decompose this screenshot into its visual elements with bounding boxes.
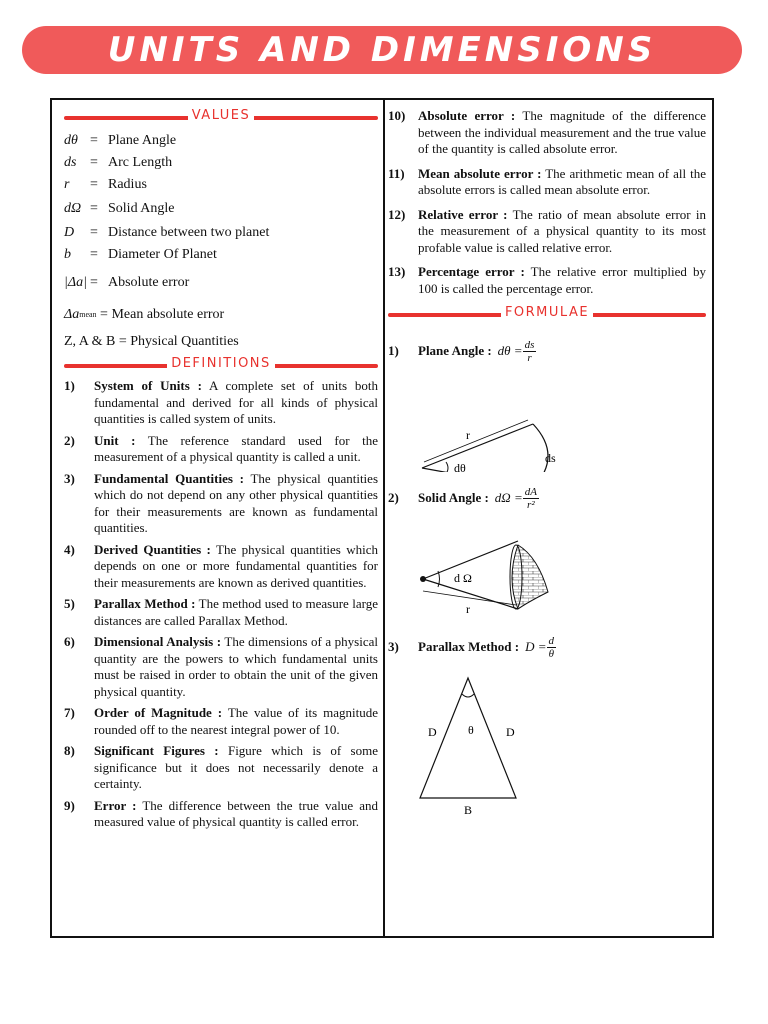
formula-fraction xyxy=(547,635,557,660)
definition-text: The ratio of mean absolute error in the measurement of a physical quantity to its most profable value is called relative error. xyxy=(418,206,706,255)
parallax-label-angle: θ xyxy=(468,723,474,737)
solid-label-angle: d Ω xyxy=(454,571,472,585)
title-banner xyxy=(22,26,742,74)
parallax-label-base: B xyxy=(464,803,473,817)
plane-angle-arc xyxy=(446,462,448,472)
definition-term: Relative error : xyxy=(418,206,508,222)
value-symbol: r xyxy=(64,176,70,192)
value-eq: = xyxy=(90,274,98,290)
mean-error-symbol: Δa xyxy=(64,306,80,322)
value-eq: = xyxy=(90,132,98,148)
definition-term: Error : xyxy=(94,797,137,813)
parallax-label-left: D xyxy=(428,725,437,739)
formula-denominator: r xyxy=(527,352,532,364)
parallax-label-right: D xyxy=(506,725,515,739)
definition-item xyxy=(64,596,378,629)
definition-num: 9) xyxy=(64,797,75,813)
value-text: Radius xyxy=(108,176,147,192)
left-column xyxy=(64,108,378,836)
definition-num: 3) xyxy=(64,470,75,486)
formula-numerator: d xyxy=(548,635,555,647)
value-row xyxy=(64,244,378,266)
values-header xyxy=(64,108,378,128)
value-symbol: ds xyxy=(64,154,77,170)
definition-item xyxy=(64,542,378,592)
definition-item xyxy=(388,108,706,158)
value-text: Absolute error xyxy=(108,274,190,290)
formula-name: Solid Angle : xyxy=(418,490,489,506)
formula-lhs: dΩ = xyxy=(494,490,523,506)
definition-num: 6) xyxy=(64,634,75,649)
value-eq: = xyxy=(90,224,98,240)
definition-num: 1) xyxy=(64,378,75,393)
definition-term: Dimensional Analysis : xyxy=(94,634,222,649)
plane-angle-diagram xyxy=(388,372,706,472)
formula-fraction xyxy=(523,339,537,364)
value-symbol: dΩ xyxy=(64,200,82,216)
formula-fraction xyxy=(523,486,539,511)
value-text: Solid Angle xyxy=(108,200,175,216)
plane-radius-top xyxy=(422,424,533,468)
plane-label-r: r xyxy=(466,428,470,442)
definition-text: The arithmetic mean of all the absolute errors is called mean absolute error. xyxy=(418,165,707,197)
definition-text: The physical quantities which do not depend on any other physical quantities for their measurements are known as fundamental quantities. xyxy=(94,470,378,535)
definition-term: Significant Figures : xyxy=(94,743,219,758)
definition-text: The relative error multiplied by 100 is called the percentage error. xyxy=(418,264,707,296)
definition-item xyxy=(64,433,378,466)
value-symbol: dθ xyxy=(64,132,78,148)
value-row xyxy=(64,130,378,152)
value-row xyxy=(64,152,378,174)
formulae-header xyxy=(388,305,706,325)
formula-denominator: r² xyxy=(527,499,535,511)
physical-quantities-row xyxy=(64,330,378,354)
value-symbol: D xyxy=(64,224,75,240)
definition-item xyxy=(64,798,378,831)
value-text: Distance between two planet xyxy=(108,224,270,240)
value-text: Arc Length xyxy=(108,154,173,170)
value-row xyxy=(64,266,378,300)
value-text: Plane Angle xyxy=(108,132,177,148)
definition-item xyxy=(64,634,378,700)
mean-error-text: = Mean absolute error xyxy=(100,306,225,322)
formula-num: 2) xyxy=(388,490,399,506)
formula-name: Plane Angle : xyxy=(418,343,492,359)
formula-numerator: dA xyxy=(524,486,537,498)
definition-term: Fundamental Quantities : xyxy=(94,470,244,486)
value-eq: = xyxy=(90,154,98,170)
definition-item xyxy=(64,743,378,793)
formula-lhs: dθ = xyxy=(497,343,523,359)
formula-lhs: D = xyxy=(525,639,547,655)
mean-error-row xyxy=(64,300,378,330)
definitions-header xyxy=(64,356,378,376)
values-heading: VALUES xyxy=(188,108,255,123)
value-eq: = xyxy=(90,176,98,192)
definition-item xyxy=(64,471,378,537)
value-row xyxy=(64,222,378,244)
definition-num: 2) xyxy=(64,432,75,448)
definition-text: The magnitude of the difference between the individual measurement and the true value of the quantity is called absolute error. xyxy=(418,108,707,156)
value-text: Diameter Of Planet xyxy=(108,246,217,262)
definition-term: Mean absolute error : xyxy=(418,165,542,181)
formula-denominator: θ xyxy=(548,648,554,660)
mean-error-sub: mean xyxy=(79,309,97,319)
solid-angle-diagram xyxy=(388,517,706,627)
physical-quantities-text: Z, A & B = Physical Quantities xyxy=(64,333,239,349)
definition-term: Percentage error : xyxy=(418,264,525,279)
definition-num: 5) xyxy=(64,596,75,611)
formula-name: Parallax Method : xyxy=(418,639,520,655)
definition-text: The method used to measure large distances are called Parallax Method. xyxy=(94,596,379,628)
definition-text: The value of its magnitude rounded off to the nearest integral power of 10. xyxy=(94,705,378,737)
solid-label-r: r xyxy=(466,602,470,616)
value-eq: = xyxy=(90,246,98,262)
formula-num: 1) xyxy=(388,343,399,359)
definition-text: A complete set of units both fundamental and derived for all kinds of physical quantities is called system of units. xyxy=(94,378,378,426)
definition-text: The difference between the true value and measured value of physical quantity is called error. xyxy=(94,797,379,829)
definition-text: The reference standard used for the measurement of a physical quantity is called a unit. xyxy=(94,432,379,464)
formula-solid-angle xyxy=(388,486,706,511)
definition-text: The physical quantities which depends on one or more fundamental quantities for their measurements are known as derived quantities. xyxy=(94,541,379,590)
solid-surface xyxy=(512,545,548,609)
definition-term: Parallax Method : xyxy=(94,596,196,611)
definition-term: System of Units : xyxy=(94,378,202,393)
parallax-angle-arc xyxy=(462,694,474,697)
definition-term: Unit : xyxy=(94,432,136,448)
definition-num: 4) xyxy=(64,541,75,557)
parallax-diagram xyxy=(388,674,706,824)
definition-item xyxy=(64,378,378,428)
plane-radius-bottom xyxy=(422,468,533,472)
value-symbol: b xyxy=(64,246,71,262)
definition-term: Order of Magnitude : xyxy=(94,705,223,720)
plane-label-angle: dθ xyxy=(454,461,466,472)
value-row xyxy=(64,196,378,222)
definition-num: 7) xyxy=(64,705,75,720)
column-divider xyxy=(383,98,385,938)
plane-label-arc: ds xyxy=(545,451,556,465)
definition-item xyxy=(64,705,378,738)
definition-text: The dimensions of a physical quantity are the powers to which fundamental units must be raised in order to obtain the unit of the given physical quantity. xyxy=(94,634,379,699)
formula-parallax xyxy=(388,635,706,660)
definition-num: 12) xyxy=(388,206,406,222)
value-row xyxy=(64,174,378,196)
value-symbol: |Δa| xyxy=(64,274,87,290)
definition-text: Figure which is of some significance but it does not necessarily denote a certainty. xyxy=(94,743,378,791)
formula-num: 3) xyxy=(388,639,399,655)
plane-r-arrow xyxy=(424,420,528,462)
definition-item xyxy=(388,166,706,199)
definition-num: 10) xyxy=(388,108,406,123)
right-column xyxy=(388,108,706,824)
definition-term: Derived Quantities : xyxy=(94,541,211,557)
formula-plane-angle xyxy=(388,339,706,364)
definition-num: 13) xyxy=(388,264,406,279)
definition-num: 11) xyxy=(388,165,405,181)
solid-vertex xyxy=(420,576,426,582)
definitions-heading: DEFINITIONS xyxy=(167,356,275,371)
formula-numerator: ds xyxy=(524,339,535,351)
definition-item xyxy=(388,207,706,257)
formulae-heading: FORMULAE xyxy=(501,305,593,320)
definition-term: Absolute error : xyxy=(418,108,516,123)
page-title: UNITS AND DIMENSIONS xyxy=(107,30,657,70)
value-eq: = xyxy=(90,200,98,216)
definition-num: 8) xyxy=(64,743,75,758)
definition-item xyxy=(388,264,706,297)
